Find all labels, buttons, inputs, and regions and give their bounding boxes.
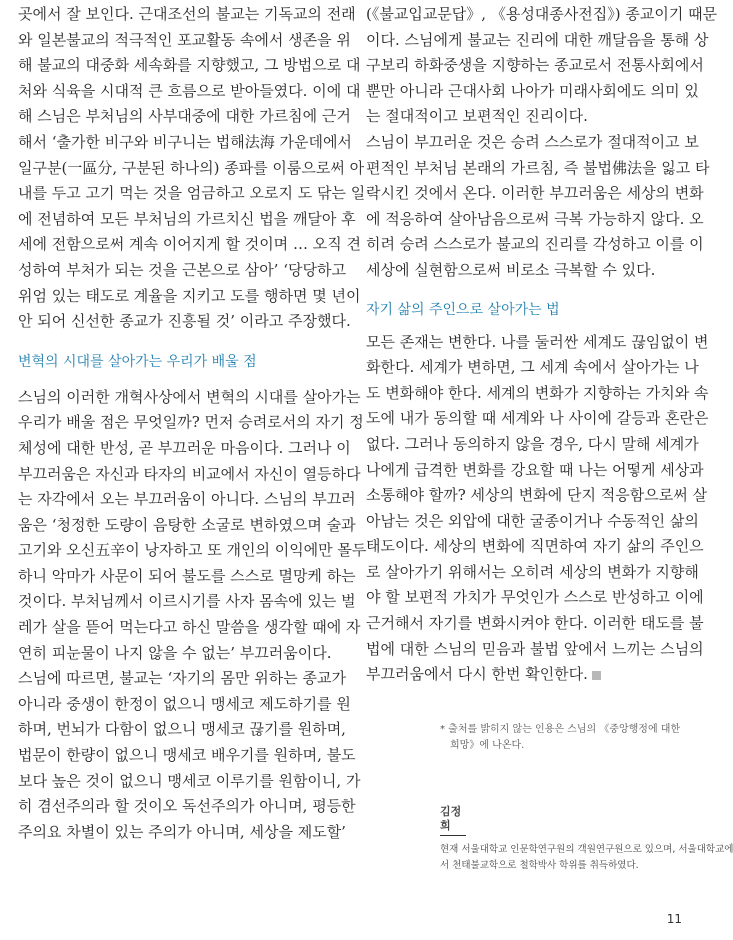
text-line: 히려 승려 스스로가 불교의 진리를 각성하고 이를 이 (366, 235, 704, 254)
text-line: 도에 내가 동의할 때 세계와 나 사이에 갈등과 혼란은 (366, 409, 709, 428)
text-line: 에 전념하여 모든 부처님의 가르치신 법을 깨달아 후 (18, 209, 356, 228)
left-paragraph-2 (18, 385, 367, 667)
footnote-line-2: 희망》에 나온다. (450, 740, 525, 751)
text-line: 보다 높은 것이 없으니 맹세코 이루기를 원함이니, 가 (18, 771, 361, 790)
text-line: 처와 식육을 시대적 큰 흐름으로 받아들였다. 이에 대 (18, 81, 361, 100)
text-line: 없다. 그러나 동의하지 않을 경우, 다시 말해 세계가 (366, 434, 699, 453)
text-line: 나에게 급격한 변화를 강요할 때 나는 어떻게 세상과 (366, 460, 704, 479)
text-line: 부끄러움에서 다시 한번 확인한다. (366, 662, 682, 688)
text-line: 스님의 이러한 개혁사상에서 변혁의 시대를 살아가는 (18, 387, 361, 406)
footnote (440, 722, 690, 754)
text-line: 아남는 것은 외압에 대한 굴종이거나 수동적인 삶의 (366, 511, 699, 530)
text-line: (《불교입교문답》, 《용성대종사전집》) 종교이기 때문 (366, 5, 718, 23)
text-line: 도 변화해야 한다. 세계의 변화가 지향하는 가치와 속 (366, 383, 709, 402)
text-line: 모든 존재는 변한다. 나를 둘러싼 세계도 끊임없이 변 (366, 332, 709, 351)
text-line: 히 겸선주의라 할 것이오 독선주의가 아니며, 평등한 (18, 797, 356, 816)
text-line: 레가 살을 뜯어 먹는다고 하신 말씀을 생각할 때에 자 (18, 618, 361, 637)
author-bio-line-2: 서 천태불교학으로 철학박사 학위를 취득하였다. (440, 860, 639, 871)
author-info (440, 805, 733, 874)
text-line: 고기와 오신五辛이 낭자하고 또 개인의 이익에만 몰두 (18, 541, 367, 560)
text-line: 움은 ‘청정한 도량이 음탕한 소굴로 변하였으며 술과 (18, 515, 356, 534)
author-name: 김정희 (440, 805, 466, 836)
text-line: 야 할 보편적 가치가 무엇인가 스스로 반성하고 이에 (366, 588, 704, 607)
text-line: 는 자각에서 오는 부끄러움이 아니다. 스님의 부끄러 (18, 490, 356, 509)
text-line: 곳에서 잘 보인다. 근대조선의 불교는 기독교의 전래 (18, 5, 356, 23)
right-paragraph-3 (366, 330, 709, 688)
text-line: 에 적응하여 살아남음으로써 극복 가능하지 않다. 오 (366, 209, 704, 228)
text-line: 스님에 따르면, 불교는 ‘자기의 몸만 위하는 종교가 (18, 669, 346, 688)
text-line: 하며, 번뇌가 다함이 없으니 맹세코 끊기를 원하며, (18, 720, 346, 739)
text-line: 세에 전함으로써 계속 이어지게 할 것이며 … 오직 견 (18, 235, 361, 254)
footnote-line-1: * 출처를 밝히지 않는 인용은 스님의 《중앙행정에 대한 (440, 724, 681, 735)
text-line: 위엄 있는 태도로 계율을 지키고 도를 행하면 몇 년이 (18, 286, 361, 305)
end-mark-icon (592, 671, 601, 680)
text-line: 는 절대적이고 보편적인 진리이다. (366, 107, 588, 126)
text-line: 우리가 배울 점은 무엇일까? 먼저 승려로서의 자기 정 (18, 413, 364, 432)
text-line: 안 되어 신선한 종교가 진흥될 것’ 이라고 주장했다. (18, 312, 351, 331)
text-line: 와 일본불교의 적극적인 포교활동 속에서 생존을 위 (18, 30, 351, 49)
left-paragraph-3 (18, 666, 361, 845)
text-line: 법에 대한 스님의 믿음과 불법 앞에서 느끼는 스님의 (366, 639, 704, 658)
text-line: 락시킨 것에서 온다. 이러한 부끄러움은 세상의 변화 (366, 184, 704, 203)
text-line: 이다. 스님에게 불교는 진리에 대한 깨달음을 통해 상 (366, 30, 709, 49)
text-line: 아니라 중생이 한정이 없으니 맹세코 제도하기를 원 (18, 694, 351, 713)
text-line: 태도이다. 세상의 변화에 직면하여 자기 삶의 주인으 (366, 537, 704, 556)
text-line: 로 살아가기 위해서는 오히려 세상의 변화가 지향해 (366, 562, 699, 581)
text-line: 해 스님은 부처님의 사부대중에 대한 가르침에 근거 (18, 107, 351, 126)
text-line: 스님이 부끄러운 것은 승려 스스로가 절대적이고 보 (366, 132, 699, 151)
text-line: 구보리 하화중생을 지향하는 종교로서 전통사회에서 (366, 56, 704, 75)
text-line: 일구분(一區分, 구분된 하나의) 종파를 이룸으로써 아 (18, 158, 365, 177)
text-line: 내를 두고 고기 먹는 것을 엄금하고 오로지 도 닦는 일 (18, 184, 366, 203)
text-line: 것이다. 부처님께서 이르시기를 사자 몸속에 있는 벌 (18, 592, 356, 611)
text-line: 편적인 부처님 본래의 가르침, 즉 불법佛法을 잃고 타 (366, 158, 710, 177)
right-paragraph-1 (366, 2, 718, 130)
text-line: 세상에 실현함으로써 비로소 극복할 수 있다. (366, 260, 656, 279)
text-line: 근거해서 자기를 변화시켜야 한다. 이러한 태도를 불 (366, 614, 704, 633)
section-heading-1: 변혁의 시대를 살아가는 우리가 배울 점 (18, 353, 257, 370)
author-bio-line-1: 현재 서울대학교 인문학연구원의 객원연구원으로 있으며, 서울대학교에 (440, 844, 733, 855)
text-line: 법문이 한량이 없으니 맹세코 배우기를 원하며, 불도 (18, 746, 356, 765)
section-heading-2: 자기 삶의 주인으로 살아가는 법 (366, 301, 560, 318)
page-number: 11 (666, 912, 682, 926)
text-line: 주의요 차별이 있는 주의가 아니며, 세상을 제도할’ (18, 822, 346, 841)
left-column (18, 2, 367, 845)
text-line: 부끄러움은 자신과 타자의 비교에서 자신이 열등하다 (18, 464, 361, 483)
text-line: 화한다. 세계가 변하면, 그 세계 속에서 살아가는 나 (366, 358, 699, 377)
text-line: 해 불교의 대중화 세속화를 지향했고, 그 방법으로 대 (18, 56, 361, 75)
text-line: 하니 악마가 사문이 되어 불도를 스스로 멸망케 하는 (18, 566, 356, 585)
text-line: 연히 피눈물이 나지 않을 수 없는’ 부끄러움이다. (18, 643, 332, 662)
text-line: 소통해야 할까? 세상의 변화에 단지 적응함으로써 살 (366, 486, 707, 505)
left-paragraph-1 (18, 2, 366, 335)
right-paragraph-2 (366, 130, 710, 284)
right-column (366, 2, 718, 688)
text-line: 해서 ‘출가한 비구와 비구니는 법해法海 가운데에서 (18, 132, 352, 151)
text-line: 성하여 부처가 되는 것을 근본으로 삼아’ ‘당당하고 (18, 260, 346, 279)
text-line: 체성에 대한 반성, 곧 부끄러운 마음이다. 그러나 이 (18, 438, 351, 457)
text-line: 뿐만 아니라 근대사회 나아가 미래사회에도 의미 있 (366, 81, 699, 100)
